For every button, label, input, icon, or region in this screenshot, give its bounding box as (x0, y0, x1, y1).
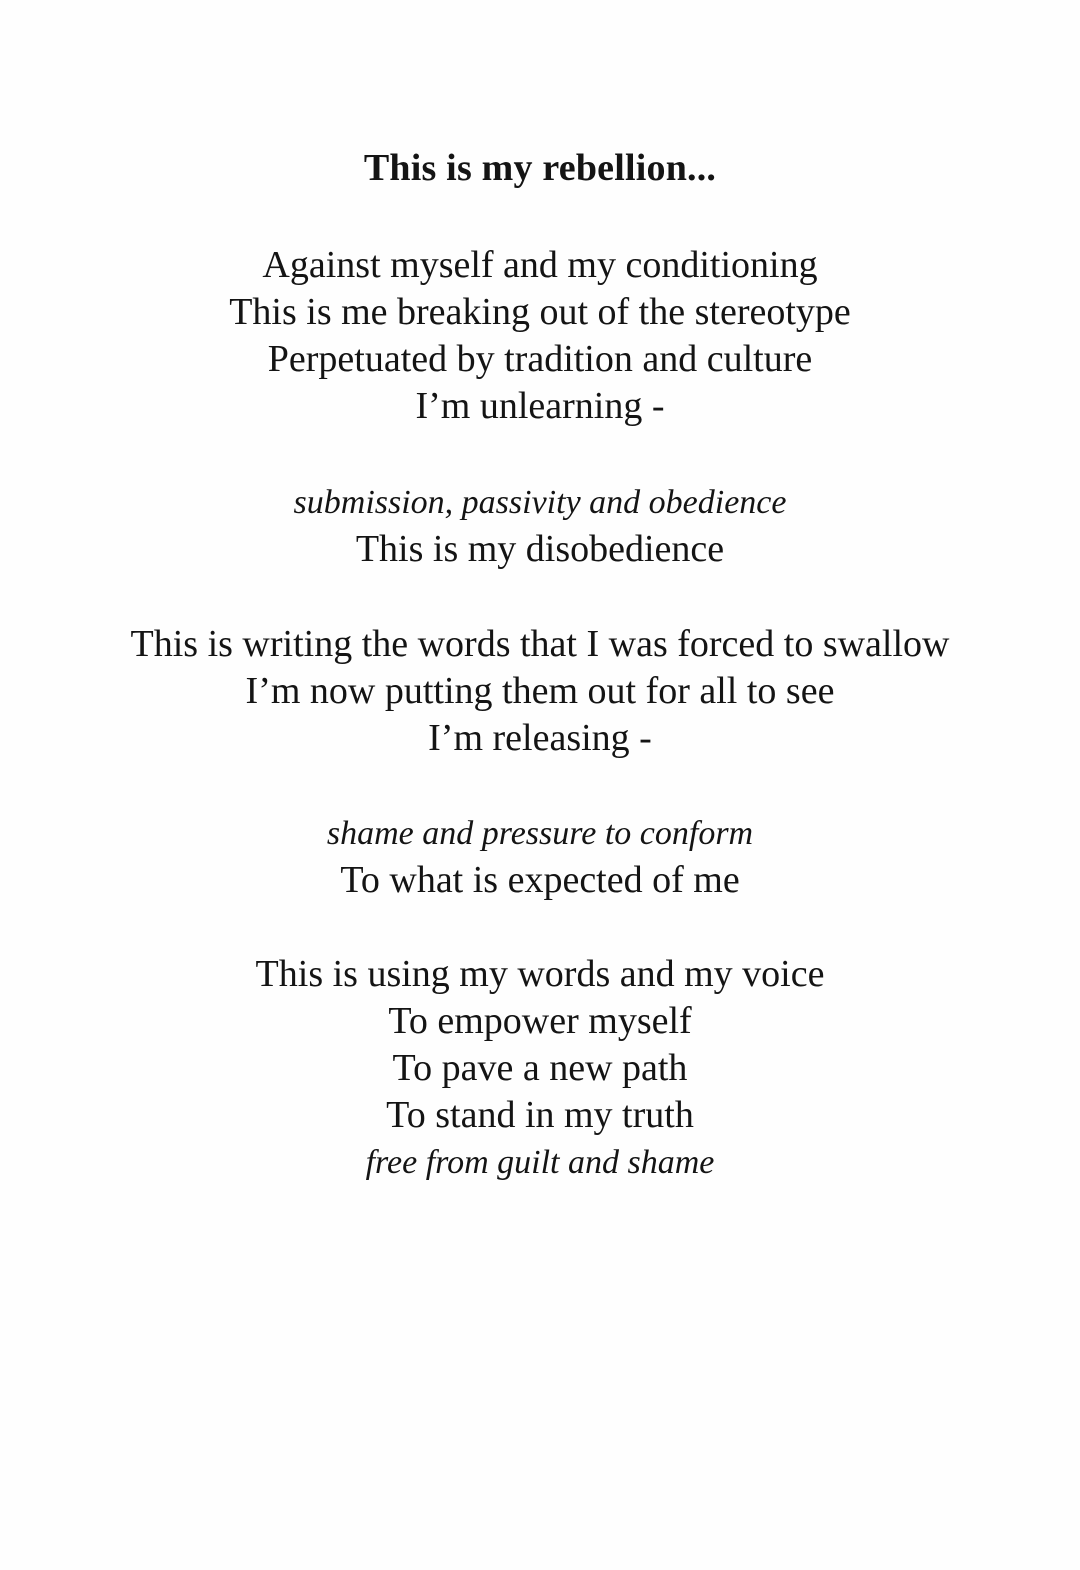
stanza-3 (0, 621, 1080, 762)
poem-line: This is writing the words that I was forced to swallow (130, 623, 950, 665)
stanza-2 (0, 479, 1080, 573)
poem-line-italic: free from guilt and shame (365, 1144, 715, 1181)
poem-line: This is me breaking out of the stereotype (229, 291, 851, 333)
poem-line: To what is expected of me (340, 859, 740, 901)
poem-line-italic: shame and pressure to conform (326, 815, 754, 852)
poem-line: I’m unlearning - (415, 385, 665, 427)
stanza-1 (0, 242, 1080, 430)
poem-title: This is my rebellion... (363, 147, 717, 189)
poem-line: To pave a new path (392, 1047, 688, 1089)
poem-line-italic: submission, passivity and obedience (293, 484, 787, 521)
poem-line: To empower myself (388, 1000, 692, 1042)
stanza-4 (0, 810, 1080, 904)
poem-line: This is my disobedience (355, 528, 725, 570)
poem-line: To stand in my truth (386, 1094, 694, 1136)
stanza-5 (0, 951, 1080, 1186)
poem-line: This is using my words and my voice (255, 953, 825, 995)
poem-line: Perpetuated by tradition and culture (267, 338, 813, 380)
poem-line: Against myself and my conditioning (262, 244, 818, 286)
poem-line: I’m now putting them out for all to see (245, 670, 835, 712)
poem-line: I’m releasing - (428, 717, 652, 759)
